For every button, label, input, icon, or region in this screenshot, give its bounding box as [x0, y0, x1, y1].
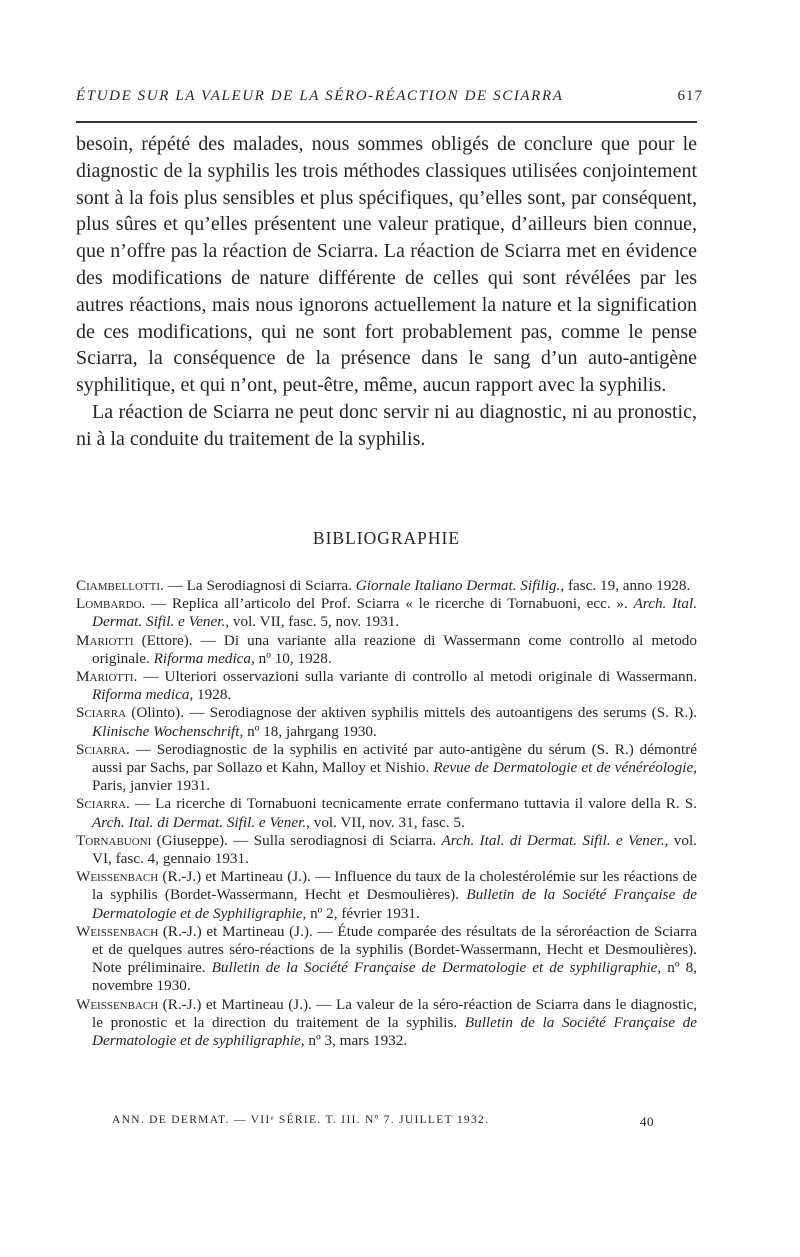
entry-details: , nº 18, jahrgang 1930. [239, 722, 377, 740]
paragraph: La réaction de Sciarra ne peut donc servir ni au diagnostic, ni au pronostic, ni à la conduite du traitement de la syphilis. [76, 400, 697, 450]
bibliography-entry [76, 996, 697, 1051]
entry-journal: Bulletin de la Société Française de Dermatologie et de Syphiligraphie [92, 886, 697, 922]
entry-journal: Bulletin de la Société Française de Dermatologie et de syphiligraphie [92, 1013, 697, 1050]
entry-text: (R.-J.) et Martineau (J.). — Influence du taux de la cholestérolémie sur les réactions de la syphilis (Bordet-Wassermann, Hecht et Desmoulières). [92, 868, 697, 904]
bibliography-entry [76, 704, 697, 740]
entry-text: (Olinto). — Serodiagnose der aktiven syphilis mittels des autoantigens des serums (S. R.). [126, 704, 697, 722]
entry-journal: Arch. Ital. Dermat. Sifil. e Vener. [92, 595, 697, 631]
entry-text: (Giuseppe). — Sulla serodiagnosi di Sciarra. [151, 831, 442, 849]
entry-text: (R.-J.) et Martineau (J.). — Étude comparée des résultats de la séroréaction de Sciarra et de quelques autres séro-réactions de la syphilis (Bordet-Wassermann, Hecht et Desmoulières). Note préliminaire. [92, 922, 697, 977]
entry-details: , vol. VI, fasc. 4, gennaio 1931. [92, 831, 697, 868]
entry-author: Weissenbach [76, 922, 159, 940]
bibliography-entry [76, 741, 697, 796]
entry-author: Mariotti. [76, 668, 138, 686]
entry-details: , nº 3, mars 1932. [300, 1032, 408, 1050]
bibliography-entry [76, 868, 697, 923]
entry-text: (R.-J.) et Martineau (J.). — La valeur de la séro-réaction de Sciarra dans le diagnostic, le pronostic et la direction du traitement de la syphilis. [92, 995, 697, 1031]
entry-details: , vol. VII, nov. 31, fasc. 5. [306, 813, 465, 831]
journal-citation: ANN. DE DERMAT. — VIIᵉ SÉRIE. T. III. Nº 7. JUILLET 1932. [112, 1114, 490, 1126]
entry-journal: Riforma medica [92, 686, 190, 704]
entry-details: , nº 8, novembre 1930. [92, 959, 697, 995]
entry-author: Tornabuoni [76, 831, 152, 849]
entry-author: Sciarra. [76, 740, 130, 758]
entry-journal: Arch. Ital. di Dermat. Sifil. e Vener. [441, 831, 665, 849]
bibliography-heading: BIBLIOGRAPHIE [312, 528, 461, 548]
paragraph: besoin, répété des malades, nous sommes obligés de conclure que pour le diagnostic de la syphilis les trois méthodes classiques utilisées conjointement sont à la fois plus sensibles et plus spécifiques, qu’elles sont, par conséquent, plus sûres et qu’elles présentent une valeur pratique, d’ailleurs bien connue, que n’offre pas la réaction de Sciarra. La réaction de Sciarra met en évidence des modifications de nature différente de celles qui sont révélées par les autres réactions, mais nous ignorons actuellement la nature et la signification de ces modifications, qui ne sont fort probablement pas, comme le pense Sciarra, la conséquence de la présence dans le sang d’un auto-antigène syphilitique, et qui n’ont, peut-être, même, aucun rapport avec la syphilis. [76, 133, 697, 397]
running-header [76, 88, 703, 105]
bibliography-entry [76, 595, 697, 631]
page-number: 617 [677, 88, 703, 104]
bibliography-entry [76, 577, 697, 595]
entry-author: Weissenbach [76, 868, 159, 886]
entry-author: Sciarra [76, 704, 127, 722]
entry-text: (Ettore). — Di una variante alla reazione di Wassermann come controllo al metodo originale. [92, 631, 697, 667]
entry-journal: Klinische Wochenschrift [92, 722, 240, 740]
entry-details: , vol. VII, fasc. 5, nov. 1931. [225, 613, 400, 631]
header-rule [76, 121, 697, 123]
bibliography-entry [76, 923, 697, 996]
entry-text: — La Serodiagnosi di Sciarra. [163, 577, 356, 594]
running-title: ÉTUDE SUR LA VALEUR DE LA SÉRO-RÉACTION DE SCIARRA [76, 88, 564, 104]
entry-text: — Serodiagnostic de la syphilis en activité par auto-antigène du sérum (S. R.) démontré aussi par Sachs, par Sollazo et Kahn, Malloy et Nishio. [92, 740, 697, 777]
entry-author: Ciambellotti. [76, 577, 164, 594]
bibliography-entry [76, 795, 697, 831]
entry-journal: Giornale Italiano Dermat. Sifilig. [355, 577, 561, 594]
entry-author: Sciarra. [76, 795, 130, 813]
entry-author: Weissenbach [76, 995, 159, 1013]
sheet-number: 40 [640, 1114, 654, 1129]
entry-text: — La ricerche di Tornabuoni tecnicamente errate confermano tuttavia il valore della R. S. [129, 795, 697, 813]
bibliography-list [76, 577, 697, 1050]
body-text [76, 131, 697, 453]
entry-details: , nº 10, 1928. [251, 649, 332, 667]
entry-details: , 1928. [189, 686, 232, 704]
entry-journal: Bulletin de la Société Française de Dermatologie et de syphiligraphie [211, 959, 658, 977]
entry-text: — Replica all’articolo del Prof. Sciarra « le ricerche di Tornabuoni, ecc. ». [145, 595, 634, 613]
entry-journal: Revue de Dermatologie et de vénéréologie [433, 759, 694, 777]
entry-details: , fasc. 19, anno 1928. [560, 577, 691, 594]
bibliography-entry [76, 832, 697, 868]
page-footer [112, 1114, 654, 1129]
entry-text: — Ulteriori osservazioni sulla variante di controllo al metodi originale di Wassermann. [137, 668, 697, 686]
bibliography-entry [76, 668, 697, 704]
bibliography-entry [76, 632, 697, 668]
entry-journal: Arch. Ital. di Dermat. Sifil. e Vener. [92, 813, 307, 831]
entry-details: , Paris, janvier 1931. [92, 759, 698, 795]
entry-details: , nº 2, février 1931. [302, 904, 420, 922]
entry-journal: Riforma medica [153, 649, 252, 667]
entry-author: Mariotti [76, 631, 134, 649]
entry-author: Lombardo. [76, 595, 146, 613]
